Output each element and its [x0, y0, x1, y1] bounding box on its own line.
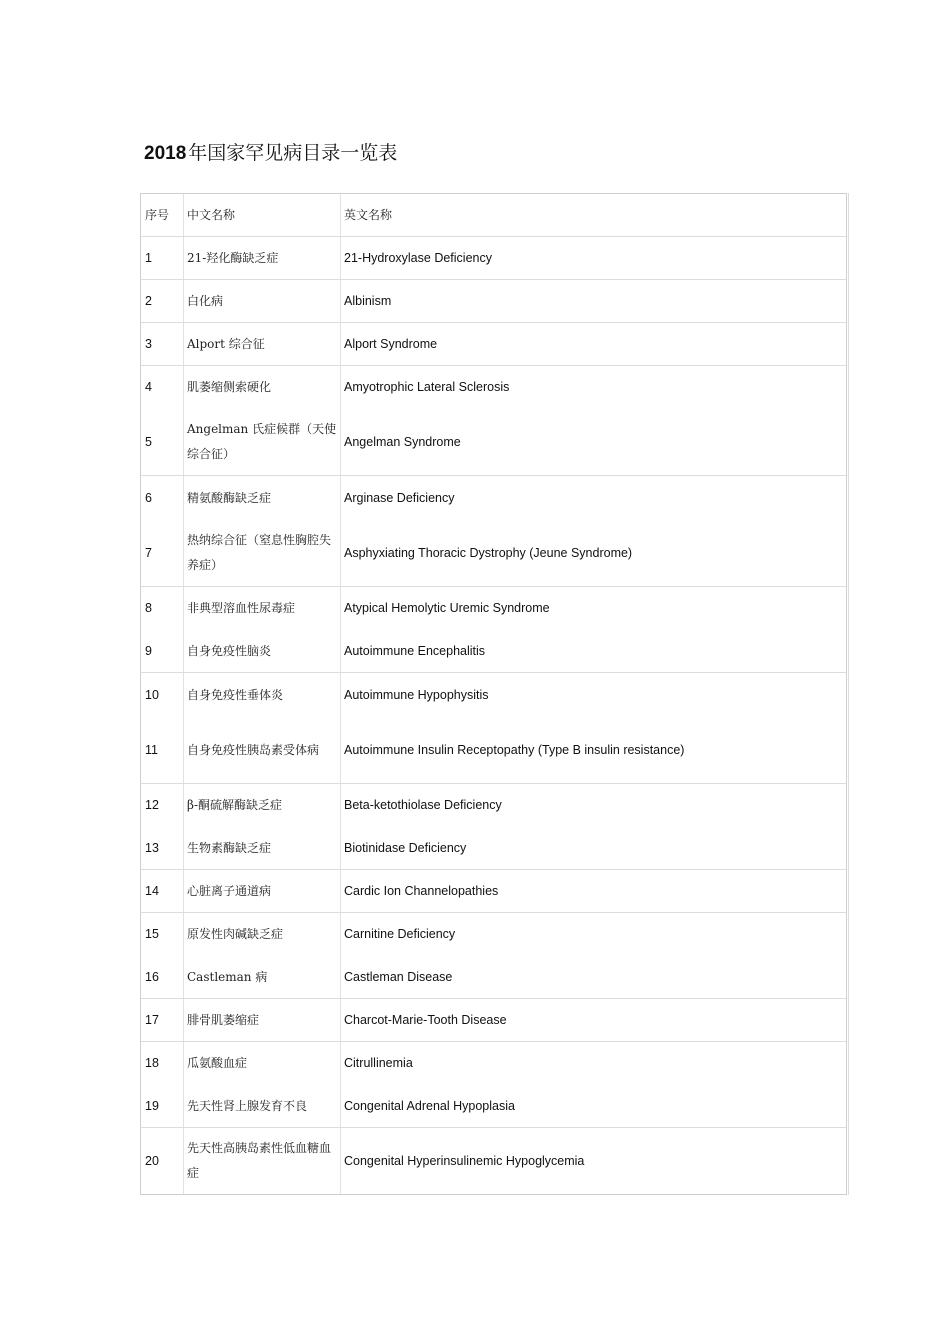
row-num: 5	[145, 434, 152, 449]
table-row	[141, 1085, 846, 1128]
table-header-row	[141, 194, 846, 237]
page-title	[144, 141, 397, 166]
row-en-name: Autoimmune Insulin Receptopathy (Type B insulin resistance)	[340, 717, 846, 783]
row-cn-name: 白化病	[183, 280, 340, 322]
row-en-name: Amyotrophic Lateral Sclerosis	[340, 366, 846, 409]
table-row	[141, 717, 846, 784]
row-num: 13	[145, 840, 159, 855]
row-num: 4	[145, 380, 152, 394]
row-num: 3	[145, 336, 152, 351]
table-row	[141, 1042, 846, 1085]
row-num: 17	[145, 1012, 159, 1027]
row-num: 14	[145, 883, 159, 898]
row-cn-name: Castleman 病	[183, 956, 340, 998]
row-num: 7	[145, 545, 152, 560]
table-row	[141, 630, 846, 673]
header-cn: 中文名称	[183, 194, 340, 236]
table-row	[141, 870, 846, 913]
row-cn-name: 自身免疫性脑炎	[183, 630, 340, 672]
row-cn-name: 瓜氨酸血症	[183, 1042, 340, 1085]
table-row	[141, 409, 846, 476]
header-num: 序号	[145, 207, 170, 222]
table-row	[141, 784, 846, 827]
row-num: 15	[145, 927, 159, 941]
header-en: 英文名称	[340, 194, 846, 236]
row-cn-name: 先天性肾上腺发育不良	[183, 1085, 340, 1127]
table-row	[141, 956, 846, 999]
row-en-name: Asphyxiating Thoracic Dystrophy (Jeune Syndrome)	[340, 520, 846, 586]
table-row	[141, 476, 846, 520]
row-num: 16	[145, 969, 159, 984]
row-en-name: Castleman Disease	[340, 956, 846, 998]
row-num: 6	[145, 490, 152, 505]
row-num: 10	[145, 687, 159, 702]
row-num: 8	[145, 601, 152, 615]
row-cn-name: 生物素酶缺乏症	[183, 827, 340, 869]
row-en-name: Alport Syndrome	[340, 323, 846, 365]
row-en-name: Autoimmune Encephalitis	[340, 630, 846, 672]
row-en-name: Biotinidase Deficiency	[340, 827, 846, 869]
table-row	[141, 827, 846, 870]
row-en-name: Beta-ketothiolase Deficiency	[340, 784, 846, 827]
row-num: 12	[145, 798, 159, 812]
rare-disease-table	[140, 193, 847, 1195]
table-row	[141, 280, 846, 323]
row-cn-name: 自身免疫性垂体炎	[183, 673, 340, 717]
row-en-name: 21-Hydroxylase Deficiency	[340, 237, 846, 279]
row-cn-name: 21-羟化酶缺乏症	[183, 237, 340, 279]
title-year: 2018	[144, 143, 187, 164]
row-num: 11	[145, 742, 158, 757]
row-num: 9	[145, 643, 152, 658]
row-en-name: Charcot-Marie-Tooth Disease	[340, 999, 846, 1041]
row-en-name: Arginase Deficiency	[340, 476, 846, 520]
row-cn-name: 非典型溶血性尿毒症	[183, 587, 340, 630]
row-num: 19	[145, 1098, 159, 1113]
row-cn-name: 先天性高胰岛素性低血糖血症	[183, 1128, 340, 1194]
table-row	[141, 1128, 846, 1194]
row-cn-name: Alport 综合征	[183, 323, 340, 365]
row-en-name: Cardic Ion Channelopathies	[340, 870, 846, 912]
row-cn-name: Angelman 氏症候群（天使综合征）	[183, 409, 340, 475]
row-en-name: Albinism	[340, 280, 846, 322]
row-en-name: Atypical Hemolytic Uremic Syndrome	[340, 587, 846, 630]
row-en-name: Carnitine Deficiency	[340, 913, 846, 956]
row-en-name: Angelman Syndrome	[340, 409, 846, 475]
row-cn-name: 精氨酸酶缺乏症	[183, 476, 340, 520]
row-en-name: Congenital Adrenal Hypoplasia	[340, 1085, 846, 1127]
row-cn-name: 自身免疫性胰岛素受体病	[183, 717, 340, 783]
table-row	[141, 673, 846, 717]
row-en-name: Citrullinemia	[340, 1042, 846, 1085]
table-row	[141, 520, 846, 587]
row-en-name: Congenital Hyperinsulinemic Hypoglycemia	[340, 1128, 846, 1194]
row-cn-name: β-酮硫解酶缺乏症	[183, 784, 340, 827]
row-num: 2	[145, 293, 152, 308]
table-row	[141, 999, 846, 1042]
row-num: 1	[145, 250, 152, 265]
row-cn-name: 热纳综合征（窒息性胸腔失养症）	[183, 520, 340, 586]
table-row	[141, 237, 846, 280]
row-num: 18	[145, 1056, 159, 1070]
table-row	[141, 366, 846, 409]
row-en-name: Autoimmune Hypophysitis	[340, 673, 846, 717]
table-row	[141, 913, 846, 956]
title-text: 年国家罕见病目录一览表	[188, 142, 398, 164]
row-num: 20	[145, 1153, 159, 1168]
table-row	[141, 323, 846, 366]
row-cn-name: 腓骨肌萎缩症	[183, 999, 340, 1041]
row-cn-name: 肌萎缩侧索硬化	[183, 366, 340, 409]
table-row	[141, 587, 846, 630]
row-cn-name: 原发性肉碱缺乏症	[183, 913, 340, 956]
row-cn-name: 心脏离子通道病	[183, 870, 340, 912]
